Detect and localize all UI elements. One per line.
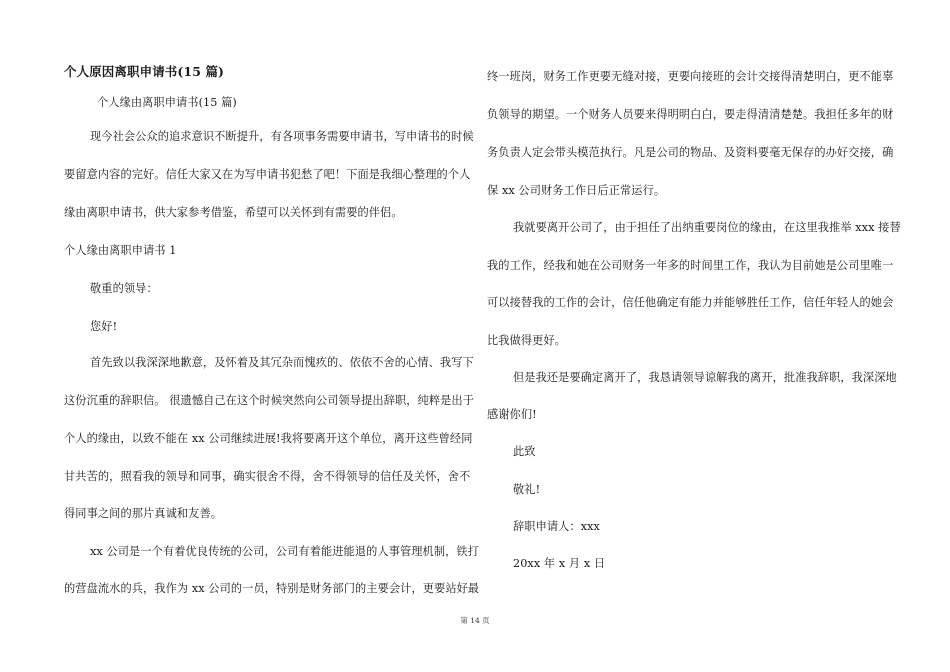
para1-line-1: 首先致以我深深地歉意，及怀着及其冗杂而愧疚的、依依不舍的心情、我写下 [90,356,474,369]
para1-line-4: 甘共苦的，照看我的领导和同事，确实很舍不得，舍不得领导的信任及关怀，舍不 [64,470,471,483]
para1-line-3: 个人的缘由，以致不能在 xx 公司继续进展!我将要离开这个单位，离开这些曾经同 [64,432,473,445]
para3-line-4: 比我做得更好。 [487,334,567,347]
intro-line-3: 缘由离职申请书，供大家参考借鉴，希望可以关怀到有需要的伴侣。 [64,206,403,219]
signer-line: 辞职申请人：xxx [513,520,600,533]
document-title: 个人原因离职申请书(15 篇) [64,64,225,79]
para4-line-2: 感谢你们! [487,408,537,421]
right-column [487,0,900,640]
para3-line-2: 我的工作，经我和她在公司财务一年多的时间里工作，我认为目前她是公司里唯一 [487,259,894,272]
salutation: 敬重的领导： [90,282,158,295]
section-heading: 个人缘由离职申请书 1 [64,244,177,257]
document-subtitle: 个人缘由离职申请书(15 篇) [97,96,237,109]
para2-cont-line-4: 保 xx 公司财务工作日后正常运行。 [487,184,666,197]
para1-line-2: 这份沉重的辞职信。 很遗憾自己在这个时候突然向公司领导提出辞职，纯粹是出于 [64,394,475,407]
intro-line-2: 要留意内容的完好。信任大家又在为写申请书犯愁了吧！下面是我细心整理的个人 [64,168,471,181]
para2-line-1: xx 公司是一个有着优良传统的公司，公司有着能进能退的人事管理机制，铁打 [90,545,479,558]
para4-line-1: 但是我还是要确定离开了，我恳请领导谅解我的离开，批准我辞职，我深深地 [513,371,897,384]
para2-line-2: 的营盘流水的兵，我作为 xx 公司的一员，特别是财务部门的主要会计，更要站好最 [64,582,480,595]
para1-line-5: 得同事之间的那片真诚和友善。 [64,507,223,520]
greeting: 您好! [90,320,118,333]
para2-cont-line-1: 终一班岗，财务工作更要无缝对接，更要向接班的会计交接得清楚明白，更不能辜 [487,70,894,83]
page-number: 第 14 页 [460,616,490,625]
para3-line-1: 我就要离开公司了，由于担任了出纳重要岗位的缘由，在这里我推举 xxx 接替 [513,221,901,234]
closing-jing-li: 敬礼! [513,483,541,496]
intro-line-1: 现今社会公众的追求意识不断提升，有各项事务需要申请书，写申请书的时候 [90,130,474,143]
closing-ci-zhi: 此致 [513,445,536,458]
para2-cont-line-2: 负领导的期望。一个财务人员要来得明明白白，要走得清清楚楚。我担任多年的财 [487,108,894,121]
para3-line-3: 可以接替我的工作的会计，信任他确定有能力并能够胜任工作，信任年轻人的她会 [487,296,894,309]
date-line: 20xx 年 x 月 x 日 [513,557,606,570]
para2-cont-line-3: 务负责人定会带头模范执行。凡是公司的物品、及资料要毫无保存的办好交接，确 [487,146,894,159]
